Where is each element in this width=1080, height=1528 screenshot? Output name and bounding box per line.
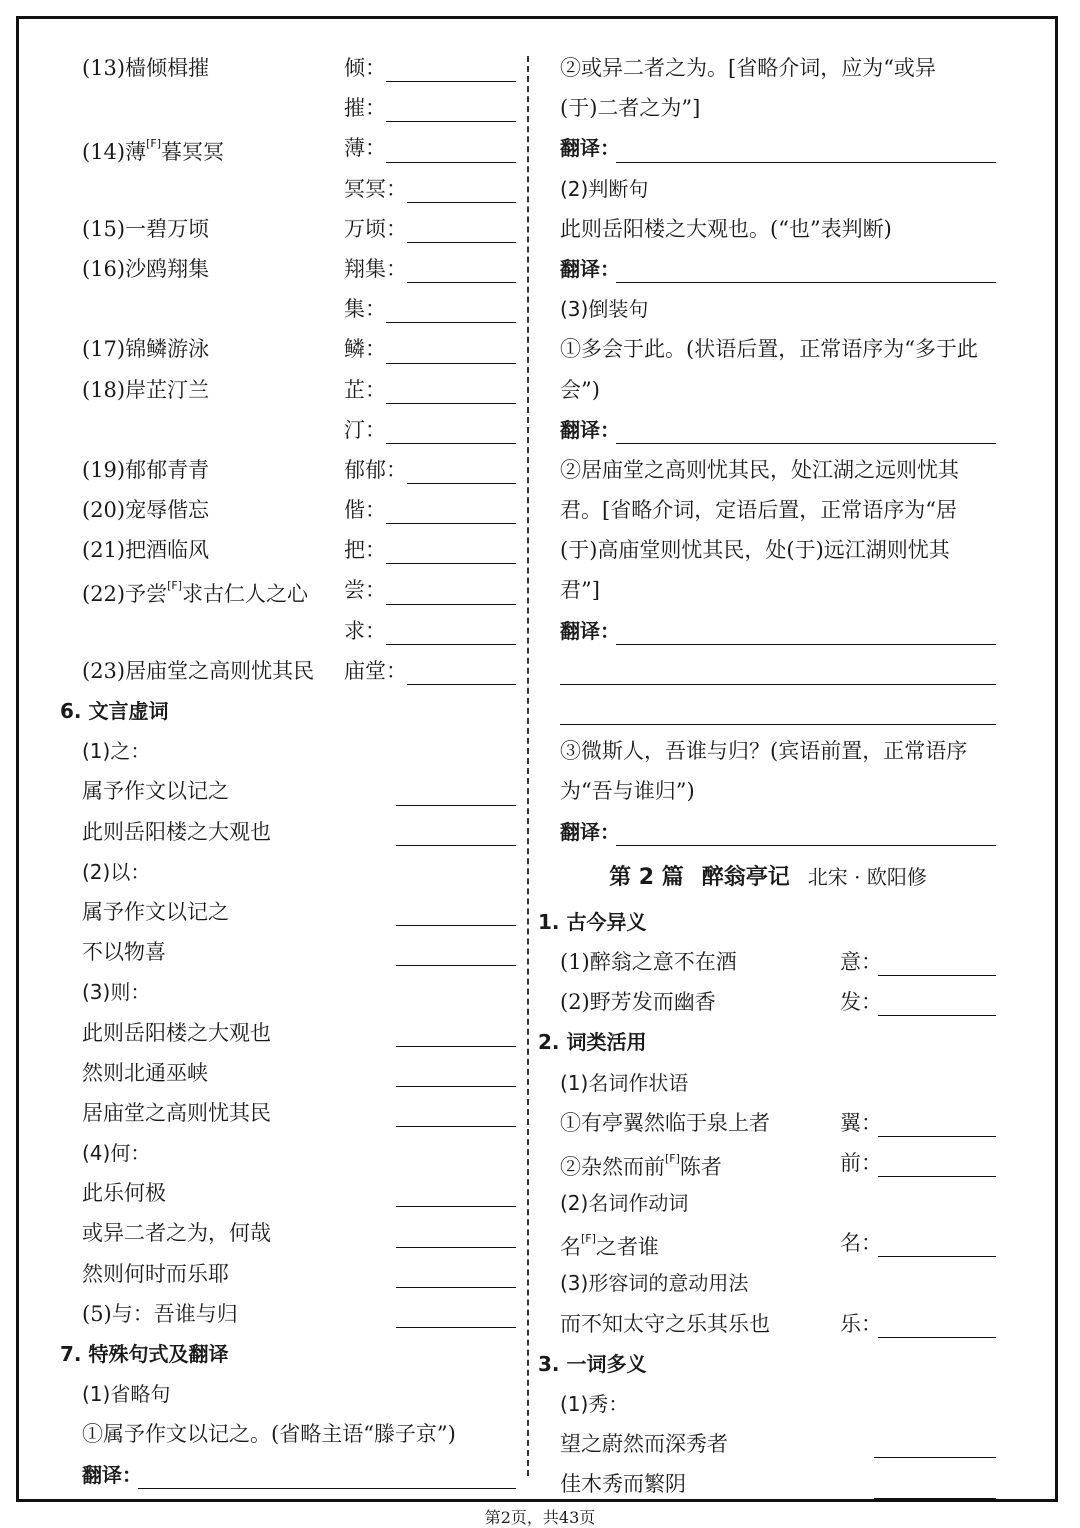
- phrase-text: 一碧万顷: [125, 216, 210, 241]
- line-text: (于)高庙堂则忧其民，处(于)远江湖则忧其: [560, 538, 950, 563]
- translation-blank[interactable]: [616, 644, 996, 645]
- line-text: (2)判断句: [560, 176, 649, 201]
- item-text: 居庙堂之高则忧其民: [82, 1100, 271, 1125]
- label-text: (1)省略句: [82, 1382, 171, 1407]
- item-number: (23): [82, 658, 126, 683]
- section-heading: [60, 1334, 520, 1374]
- heading-text: 2. 词类活用: [538, 1030, 647, 1055]
- section-heading: [538, 1022, 998, 1062]
- line-text: (于)二者之为”]: [560, 96, 701, 121]
- answer-blank[interactable]: [396, 965, 516, 966]
- vocab-phrase: [82, 48, 209, 88]
- item-text: (5)与：吾谁与归: [82, 1301, 238, 1326]
- item-label: 翼：: [840, 1110, 882, 1135]
- sentence-line: [538, 450, 998, 490]
- labeled-item: [538, 1223, 998, 1263]
- answer-blank[interactable]: [874, 1498, 996, 1499]
- answer-blank[interactable]: [407, 202, 516, 203]
- vocab-phrase: [82, 329, 209, 369]
- item-text: 而不知太守之乐其乐也: [560, 1311, 770, 1336]
- vocab-label: 芷：: [344, 377, 386, 402]
- vocab-phrase: [82, 651, 314, 691]
- item-text: 此则岳阳楼之大观也: [82, 819, 271, 844]
- vocab-label: 把：: [344, 538, 386, 563]
- sentence-line: [538, 530, 998, 570]
- answer-blank[interactable]: [878, 1337, 996, 1338]
- article-title: [538, 852, 998, 902]
- item-number: (22): [82, 582, 126, 607]
- vocab-row: [60, 530, 520, 570]
- line-text: ②居庙堂之高则忧其民，处江湖之远则忧其: [560, 457, 959, 482]
- line-text: (3)倒装句: [560, 297, 649, 322]
- heading-text: 3. 一词多义: [538, 1351, 647, 1376]
- phrase-part: 暮冥冥: [161, 140, 225, 165]
- vocab-label: 翔集：: [344, 256, 407, 281]
- vocab-row: [60, 329, 520, 369]
- item-text: (1)醉翁之意不在酒: [560, 949, 737, 974]
- phrase-part: 予尝: [125, 582, 168, 607]
- label-text: (1)之：: [82, 739, 151, 764]
- line-text: ②或异二者之为。[省略介词，应为“或异: [560, 56, 936, 80]
- footnote-flag: [F]: [167, 579, 183, 593]
- function-word-item: [60, 1294, 520, 1334]
- polysemy-item: [538, 1424, 998, 1464]
- subsection-label: [538, 1263, 998, 1303]
- vocab-phrase: [82, 530, 209, 570]
- item-text: 望之蔚然而深秀者: [560, 1432, 728, 1457]
- answer-blank[interactable]: [407, 282, 516, 283]
- section-heading: [538, 902, 998, 942]
- translation-blank[interactable]: [560, 684, 996, 685]
- sentence-line: [538, 88, 998, 128]
- phrase-text: 郁郁青青: [125, 457, 210, 482]
- vocab-label: 庙堂：: [344, 658, 407, 683]
- vocab-row: [60, 128, 520, 168]
- article-name: 醉翁亭记: [701, 864, 790, 890]
- vocab-row: [60, 410, 520, 450]
- line-text: 此则岳阳楼之大观也。(“也”表判断): [560, 216, 892, 241]
- heading-text: 1. 古今异义: [538, 909, 647, 934]
- sentence-line: [538, 570, 998, 610]
- subsection-label: [538, 1063, 998, 1103]
- item-text: 或异二者之为，何哉: [82, 1221, 271, 1246]
- phrase-part: 薄: [125, 140, 147, 165]
- function-word-item: [60, 892, 520, 932]
- translation-row: [538, 128, 998, 168]
- vocab-row: [60, 611, 520, 651]
- vocab-row: [60, 570, 520, 610]
- vocab-row: [60, 651, 520, 691]
- vocab-phrase: [82, 370, 209, 410]
- function-word-label: [60, 852, 520, 892]
- labeled-item: [538, 1304, 998, 1344]
- answer-blank[interactable]: [878, 1136, 996, 1137]
- item-number: (19): [82, 457, 126, 482]
- function-word-label: [60, 1133, 520, 1173]
- vocab-row: [60, 88, 520, 128]
- subsection-label: [538, 289, 998, 329]
- translation-row: [538, 410, 998, 450]
- vocab-phrase: [82, 128, 224, 172]
- item-number: (13): [82, 56, 126, 80]
- item-label: 乐：: [840, 1311, 882, 1336]
- line-text: 会”): [560, 377, 600, 402]
- vocab-label: 集：: [344, 297, 386, 322]
- item-text: ①有亭翼然临于泉上者: [560, 1110, 770, 1135]
- translation-label: 翻译：: [82, 1462, 142, 1487]
- label-text: (3)形容词的意动用法: [560, 1271, 749, 1296]
- answer-blank[interactable]: [396, 845, 516, 846]
- translation-label: 翻译：: [560, 417, 620, 442]
- answer-blank[interactable]: [386, 403, 516, 404]
- answer-blank[interactable]: [386, 443, 516, 444]
- vocab-label: 求：: [344, 618, 386, 643]
- translation-label: 翻译：: [560, 819, 620, 844]
- item-label: 名：: [840, 1231, 882, 1256]
- answer-blank[interactable]: [878, 1176, 996, 1177]
- item-text: 然则北通巫峡: [82, 1060, 208, 1085]
- subsection-label: [538, 1384, 998, 1424]
- translation-blank[interactable]: [616, 443, 996, 444]
- item-number: (17): [82, 337, 126, 362]
- vocab-row: [60, 48, 520, 88]
- translation-blank[interactable]: [138, 1488, 516, 1489]
- vocab-label: 汀：: [344, 417, 386, 442]
- vocab-row: [60, 490, 520, 530]
- answer-blank[interactable]: [386, 363, 516, 364]
- translation-blank-line: [538, 651, 998, 691]
- label-text: (4)何：: [82, 1141, 151, 1166]
- phrase-part: 陈者: [679, 1154, 722, 1179]
- answer-blank[interactable]: [386, 644, 516, 645]
- sentence-line: [538, 48, 998, 88]
- vocab-label: 偕：: [344, 498, 386, 523]
- answer-blank[interactable]: [396, 1206, 516, 1207]
- labeled-item: [538, 1103, 998, 1143]
- vocab-label: 冥冥：: [344, 176, 407, 201]
- translation-row: [538, 611, 998, 651]
- footnote-flag: [F]: [665, 1151, 680, 1165]
- translation-label: 翻译：: [560, 618, 620, 643]
- section-heading: [538, 1344, 998, 1384]
- phrase-text: 樯倾楫摧: [125, 56, 210, 80]
- item-text: [560, 1143, 722, 1187]
- line-text: ①多会于此。(状语后置，正常语序为“多于此: [560, 337, 978, 362]
- phrase-part: 之者谁: [595, 1235, 659, 1260]
- right-column: [538, 48, 998, 1505]
- answer-blank[interactable]: [878, 975, 996, 976]
- vocab-label: 郁郁：: [344, 457, 407, 482]
- vocab-phrase: [82, 209, 209, 249]
- vocab-phrase: [82, 570, 308, 614]
- sentence-line: [538, 209, 998, 249]
- line-text: 君”]: [560, 578, 600, 603]
- translation-row: [538, 249, 998, 289]
- label-text: (1)秀：: [560, 1392, 629, 1416]
- item-text: 然则何时而乐耶: [82, 1261, 229, 1286]
- subsection-label: [60, 1374, 520, 1414]
- heading-text: 6. 文言虚词: [60, 699, 169, 723]
- item-text: 此则岳阳楼之大观也: [82, 1020, 271, 1045]
- vocab-phrase: [82, 490, 209, 530]
- item-label: 发：: [840, 990, 882, 1015]
- answer-blank[interactable]: [386, 604, 516, 605]
- item-text: 不以物喜: [82, 940, 166, 965]
- vocab-row: [60, 289, 520, 329]
- article-author: 北宋 · 欧阳修: [807, 864, 927, 889]
- vocab-phrase: [82, 249, 209, 289]
- translation-blank-line: [538, 691, 998, 731]
- translation-label: 翻译：: [560, 136, 620, 161]
- vocab-row: [60, 209, 520, 249]
- function-word-item: [60, 1173, 520, 1213]
- sentence-item: [60, 1414, 520, 1454]
- phrase-part: 名: [560, 1235, 581, 1260]
- function-word-item: [60, 1093, 520, 1133]
- function-word-item: [60, 932, 520, 972]
- answer-blank[interactable]: [386, 523, 516, 524]
- item-number: (16): [82, 256, 126, 281]
- translation-blank[interactable]: [616, 845, 996, 846]
- item-text: 属予作文以记之: [82, 899, 229, 924]
- answer-blank[interactable]: [386, 81, 516, 82]
- vocab-row: [60, 450, 520, 490]
- item-text: 佳木秀而繁阴: [560, 1472, 686, 1497]
- vocab-row: [60, 169, 520, 209]
- answer-blank[interactable]: [396, 1327, 516, 1328]
- label-text: (2)以：: [82, 859, 151, 884]
- label-text: (1)名词作状语: [560, 1070, 689, 1095]
- function-word-label: [60, 731, 520, 771]
- footnote-flag: [F]: [581, 1232, 596, 1246]
- vocab-phrase: [82, 450, 209, 490]
- sentence-line: [538, 370, 998, 410]
- labeled-item: [538, 1143, 998, 1183]
- answer-blank[interactable]: [386, 162, 516, 163]
- vocab-label: 倾：: [344, 56, 386, 80]
- phrase-text: 居庙堂之高则忧其民: [125, 658, 315, 683]
- answer-blank[interactable]: [874, 1457, 996, 1458]
- column-divider: [527, 56, 529, 1476]
- phrase-text: 把酒临风: [125, 538, 210, 563]
- polysemy-item: [538, 1464, 998, 1504]
- item-text: [560, 1223, 659, 1267]
- subsection-label: [538, 169, 998, 209]
- item-number: (20): [82, 498, 126, 523]
- phrase-text: 锦鳞游泳: [125, 337, 210, 362]
- item-number: (18): [82, 377, 126, 402]
- page-footer: 第2页，共43页: [484, 1508, 596, 1527]
- translation-row: [60, 1455, 520, 1495]
- label-text: (2)名词作动词: [560, 1191, 689, 1216]
- phrase-part: 求古仁人之心: [182, 582, 309, 607]
- function-word-item: [60, 771, 520, 811]
- sentence-text: ①属予作文以记之。(省略主语“滕子京”): [82, 1422, 456, 1447]
- function-word-item: [60, 812, 520, 852]
- phrase-text: 岸芷汀兰: [125, 377, 210, 402]
- answer-blank[interactable]: [407, 483, 516, 484]
- sentence-line: [538, 771, 998, 811]
- footnote-flag: [F]: [146, 137, 162, 151]
- item-label: 意：: [840, 949, 882, 974]
- sentence-line: [538, 490, 998, 530]
- subsection-label: [538, 1183, 998, 1223]
- answer-blank[interactable]: [396, 925, 516, 926]
- vocab-row: [60, 249, 520, 289]
- sentence-line: [538, 731, 998, 771]
- heading-text: 7. 特殊句式及翻译: [60, 1342, 229, 1366]
- translation-label: 翻译：: [560, 256, 620, 281]
- function-word-item: [60, 1254, 520, 1294]
- answer-blank[interactable]: [396, 1046, 516, 1047]
- labeled-item: [538, 982, 998, 1022]
- line-text: 为“吾与谁归”): [560, 779, 695, 804]
- vocab-label: 薄：: [344, 136, 386, 161]
- left-column: [60, 48, 520, 1495]
- sentence-line: [538, 329, 998, 369]
- article-number: 第 2 篇: [609, 864, 684, 890]
- translation-row: [538, 812, 998, 852]
- answer-blank[interactable]: [396, 1287, 516, 1288]
- answer-blank[interactable]: [386, 563, 516, 564]
- vocab-label: 摧：: [344, 96, 386, 121]
- answer-blank[interactable]: [396, 805, 516, 806]
- phrase-part: ②杂然而前: [560, 1154, 665, 1179]
- translation-blank[interactable]: [616, 282, 996, 283]
- answer-blank[interactable]: [878, 1015, 996, 1016]
- function-word-item: [60, 1013, 520, 1053]
- answer-blank[interactable]: [396, 1086, 516, 1087]
- item-text: (2)野芳发而幽香: [560, 990, 716, 1015]
- item-text: 属予作文以记之: [82, 779, 229, 804]
- answer-blank[interactable]: [386, 322, 516, 323]
- phrase-text: 宠辱偕忘: [125, 498, 210, 523]
- answer-blank[interactable]: [386, 121, 516, 122]
- answer-blank[interactable]: [407, 684, 516, 685]
- labeled-item: [538, 942, 998, 982]
- line-text: 君。[省略介词，定语后置，正常语序为“居: [560, 498, 957, 523]
- item-number: (21): [82, 538, 126, 563]
- item-label: 前：: [840, 1150, 882, 1175]
- section-heading: [60, 691, 520, 731]
- function-word-label: [60, 972, 520, 1012]
- vocab-label: 尝：: [344, 578, 386, 603]
- translation-blank[interactable]: [560, 724, 996, 725]
- answer-blank[interactable]: [396, 1126, 516, 1127]
- translation-blank[interactable]: [616, 162, 996, 163]
- vocab-label: 万顷：: [344, 216, 407, 241]
- answer-blank[interactable]: [878, 1256, 996, 1257]
- answer-blank[interactable]: [407, 242, 516, 243]
- phrase-text: 沙鸥翔集: [125, 256, 210, 281]
- item-text: 此乐何极: [82, 1181, 166, 1206]
- function-word-item: [60, 1053, 520, 1093]
- item-number: (14): [82, 140, 126, 165]
- function-word-item: [60, 1213, 520, 1253]
- label-text: (3)则：: [82, 980, 151, 1005]
- vocab-row: [60, 370, 520, 410]
- answer-blank[interactable]: [396, 1247, 516, 1248]
- item-number: (15): [82, 216, 126, 241]
- vocab-label: 鳞：: [344, 337, 386, 362]
- line-text: ③微斯人，吾谁与归？(宾语前置，正常语序: [560, 739, 968, 764]
